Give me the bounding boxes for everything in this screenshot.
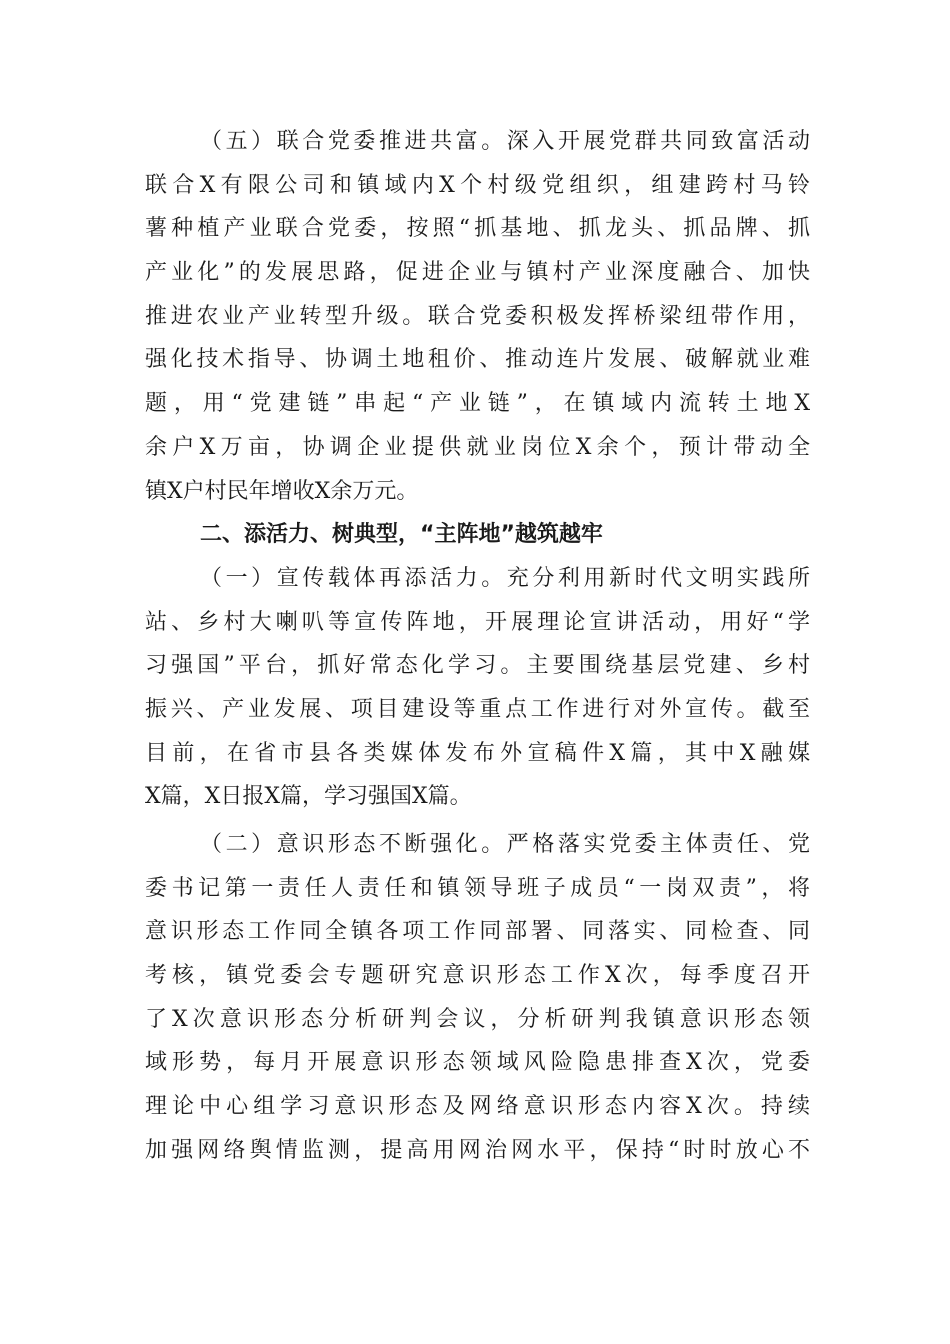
text-line: 振兴、产业发展、项目建设等重点工作进行对外宣传。截至 <box>145 696 810 722</box>
text-line: 推进农业产业转型升级。联合党委积极发挥桥梁纽带作用， <box>145 303 810 329</box>
text-line: 产业化”的发展思路，促进企业与镇村产业深度融合、加快 <box>145 260 810 286</box>
text-line: 题，用“党建链”串起“产业链”，在镇域内流转土地X <box>145 391 810 417</box>
paragraph-one <box>145 557 810 819</box>
text-line: 镇X户村民年增收X余万元。 <box>145 478 419 504</box>
text-line: 了X次意识形态分析研判会议，分析研判我镇意识形态领 <box>145 1006 810 1032</box>
text-line: 理论中心组学习意识形态及网络意识形态内容X次。持续 <box>145 1094 810 1120</box>
text-line: 薯种植产业联合党委，按照“抓基地、抓龙头、抓品牌、抓 <box>145 216 810 242</box>
text-line: X篇，X日报X篇，学习强国X篇。 <box>145 784 472 810</box>
paragraph-two <box>145 823 810 1173</box>
document-page <box>145 120 810 1173</box>
section-heading: 二、添活力、树典型，“主阵地”越筑越牢 <box>200 522 603 548</box>
text-line: 考核，镇党委会专题研究意识形态工作X次，每季度召开 <box>145 963 810 989</box>
text-line: 强化技术指导、协调土地租价、推动连片发展、破解就业难 <box>145 347 810 373</box>
text-line: 余户X万亩，协调企业提供就业岗位X余个，预计带动全 <box>145 434 810 460</box>
text-line: 目前，在省市县各类媒体发布外宣稿件X篇，其中X融媒 <box>145 740 810 766</box>
text-line: （一）宣传载体再添活力。充分利用新时代文明实践所 <box>200 565 810 591</box>
text-line: 域形势，每月开展意识形态领域风险隐患排查X次，党委 <box>145 1050 810 1076</box>
text-line: （二）意识形态不断强化。严格落实党委主体责任、党 <box>200 832 810 857</box>
text-line: 联合X有限公司和镇域内X个村级党组织，组建跨村马铃 <box>145 172 810 198</box>
paragraph-five <box>145 120 810 513</box>
text-line: 加强网络舆情监测，提高用网治网水平，保持“时时放心不 <box>145 1137 810 1163</box>
text-line: 委书记第一责任人责任和镇领导班子成员“一岗双责”，将 <box>145 875 810 901</box>
text-line: （五）联合党委推进共富。深入开展党群共同致富活动 <box>200 129 810 154</box>
text-line: 习强国”平台，抓好常态化学习。主要围绕基层党建、乡村 <box>145 653 810 679</box>
text-line: 意识形态工作同全镇各项工作同部署、同落实、同检查、同 <box>145 919 810 945</box>
text-line: 站、乡村大喇叭等宣传阵地，开展理论宣讲活动，用好“学 <box>145 609 810 635</box>
